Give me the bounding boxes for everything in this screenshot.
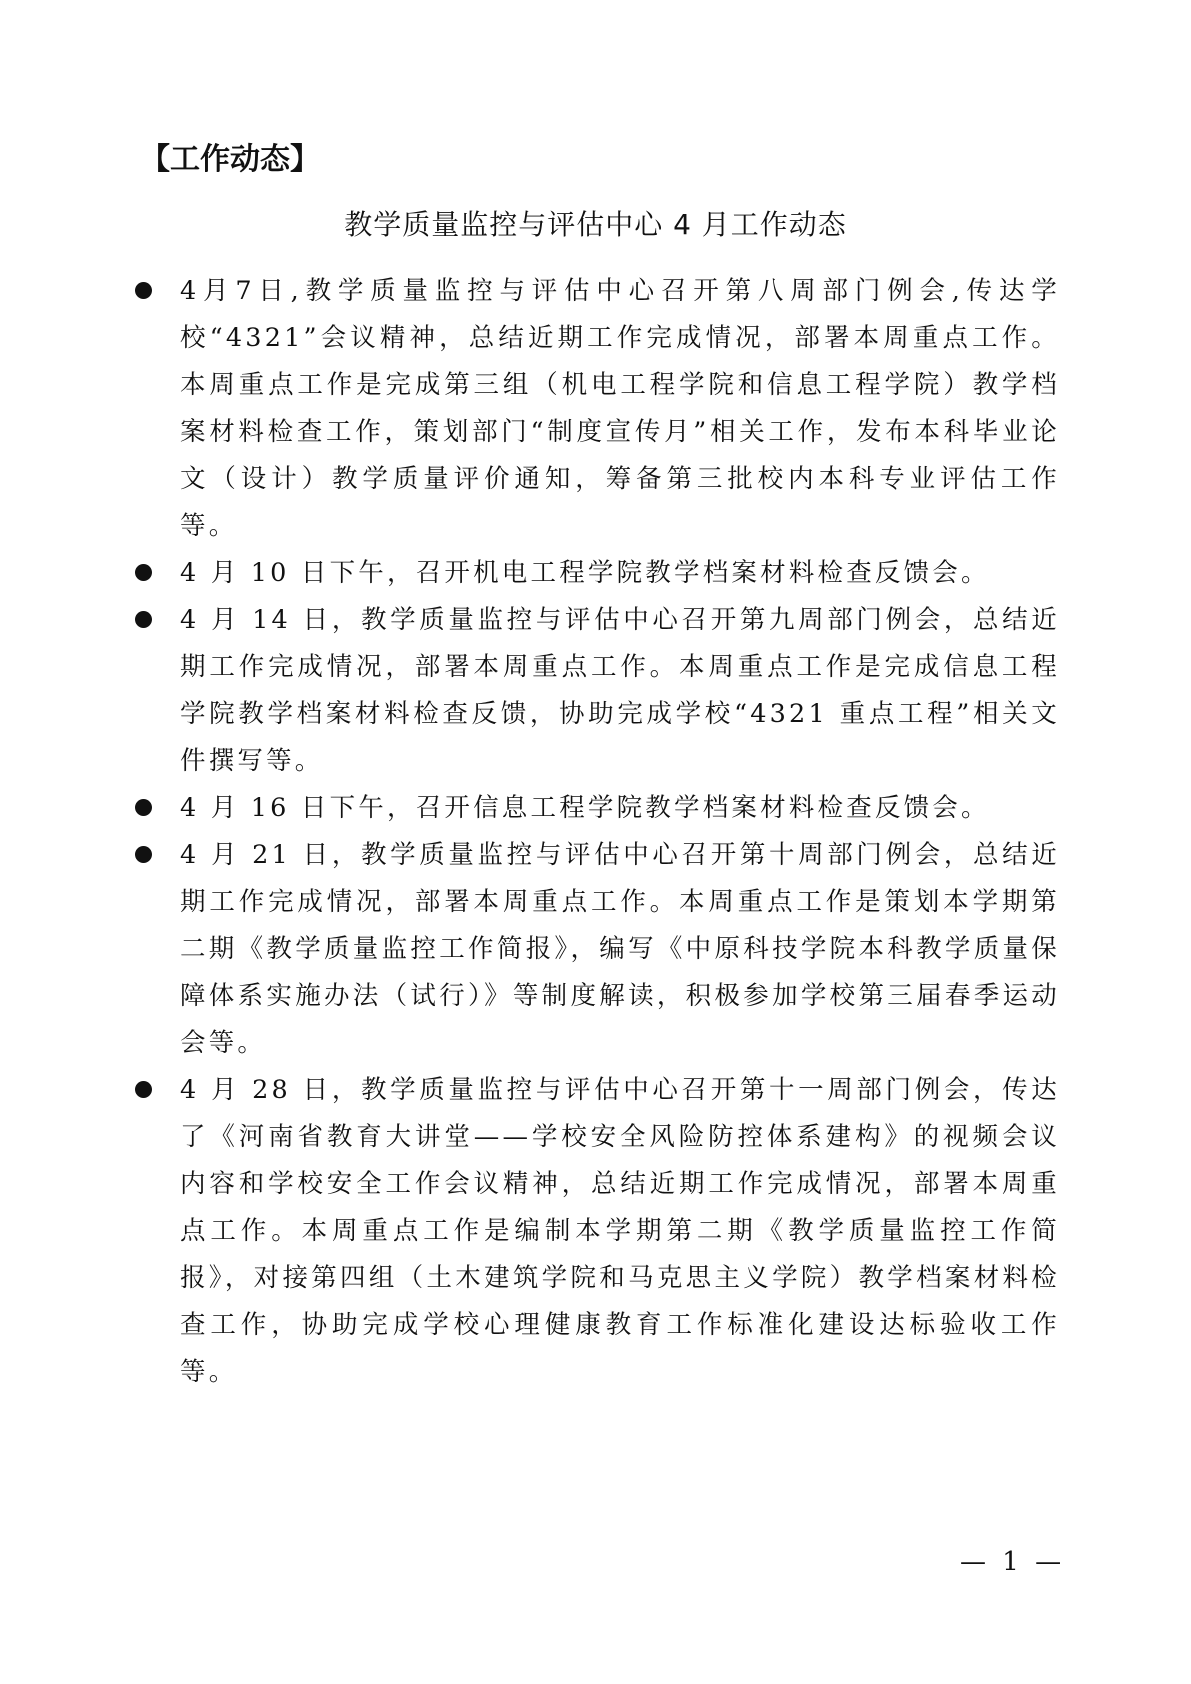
list-item	[135, 550, 1060, 597]
work-update-list	[135, 268, 1060, 1396]
list-item	[135, 597, 1060, 785]
list-item-text: 4月7日,教学质量监控与评估中心召开第八周部门例会,传达学校“4321”会议精神，总结近期工作完成情况，部署本周重点工作。本周重点工作是完成第三组（机电工程学院和信息工程学院）教学档案材料检查工作，策划部门“制度宣传月”相关工作，发布本科毕业论文（设计）教学质量评价通知，筹备第三批校内本科专业评估工作等。	[180, 276, 1060, 541]
list-item	[135, 785, 1060, 832]
list-item-text: 4 月 28 日，教学质量监控与评估中心召开第十一周部门例会，传达了《河南省教育大讲堂——学校安全风险防控体系建构》的视频会议内容和学校安全工作会议精神，总结近期工作完成情况，部署本周重点工作。本周重点工作是编制本学期第二期《教学质量监控工作简报》，对接第四组（土木建筑学院和马克思主义学院）教学档案材料检查工作，协助完成学校心理健康教育工作标准化建设达标验收工作等。	[180, 1075, 1060, 1387]
list-item	[135, 268, 1060, 550]
list-item	[135, 1067, 1060, 1396]
bullet-icon	[135, 611, 152, 628]
list-item-text: 4 月 21 日，教学质量监控与评估中心召开第十周部门例会，总结近期工作完成情况，部署本周重点工作。本周重点工作是策划本学期第二期《教学质量监控工作简报》，编写《中原科技学院本科教学质量保障体系实施办法（试行）》等制度解读，积极参加学校第三届春季运动会等。	[180, 840, 1060, 1058]
list-item-text: 4 月 10 日下午，召开机电工程学院教学档案材料检查反馈会。	[180, 558, 990, 588]
bullet-icon	[135, 564, 152, 581]
bullet-icon	[135, 1081, 152, 1098]
list-item-text: 4 月 14 日，教学质量监控与评估中心召开第九周部门例会，总结近期工作完成情况，部署本周重点工作。本周重点工作是完成信息工程学院教学档案材料检查反馈，协助完成学校“4321 重点工程”相关文件撰写等。	[180, 605, 1060, 776]
document-title: 教学质量监控与评估中心 4 月工作动态	[344, 208, 847, 241]
bullet-icon	[135, 282, 152, 299]
section-header: 【工作动态】	[140, 142, 320, 177]
list-item	[135, 832, 1060, 1067]
list-item-text: 4 月 16 日下午，召开信息工程学院教学档案材料检查反馈会。	[180, 793, 990, 823]
bullet-icon	[135, 799, 152, 816]
page-number: — 1 —	[960, 1547, 1066, 1577]
bullet-icon	[135, 846, 152, 863]
